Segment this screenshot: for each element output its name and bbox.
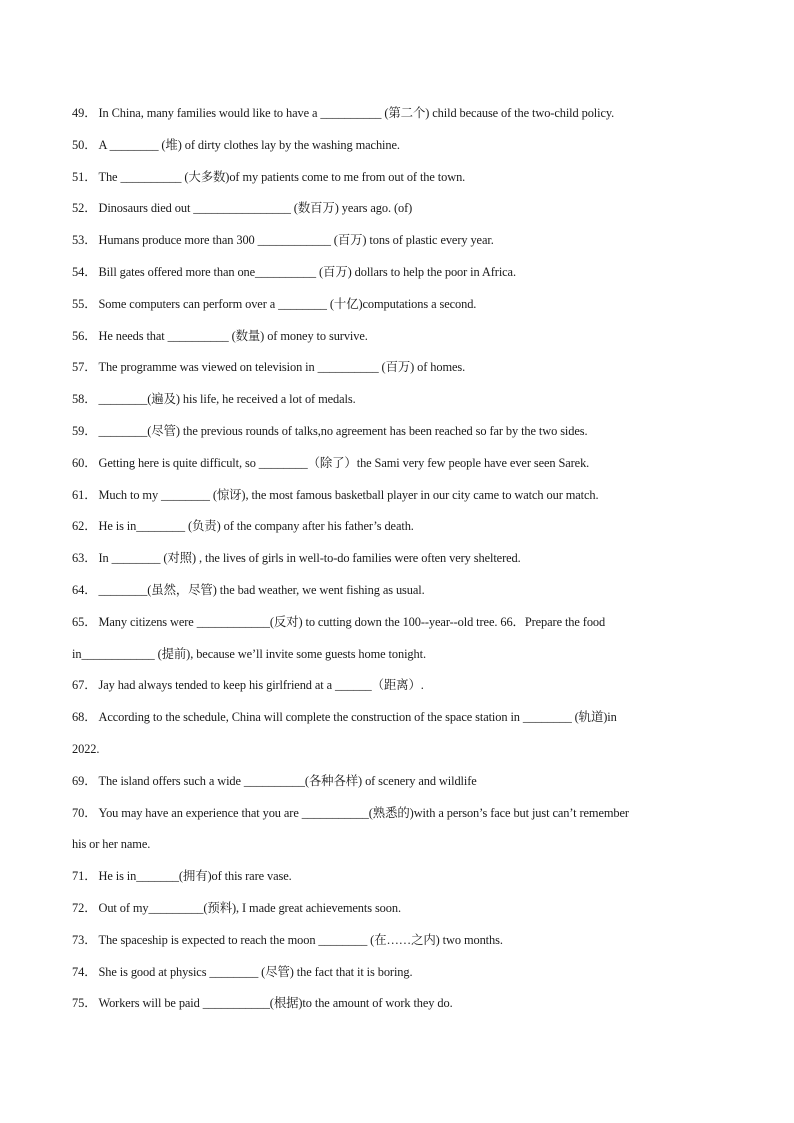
question-line [72,766,722,798]
question-list [72,98,722,1020]
question-text: ________(遍及) his life, he received a lot of medals. [98,392,356,407]
question-text: The island offers such a wide __________(各种各样) of scenery and wildlife [98,773,477,788]
question-line [72,829,722,861]
question-line [72,861,722,893]
question-text: Some computers can perform over a ________ (十亿)computations a second. [98,296,477,311]
question-text: his or her name. [72,837,151,852]
question-line [72,352,722,384]
question-text: You may have an experience that you are ___________(熟悉的)with a person’s face but just can’t remember [98,805,629,820]
question-number: 69． [72,773,97,788]
question-number: 71． [72,869,97,884]
question-number: 51． [72,169,97,184]
question-text: Getting here is quite difficult, so ________（除了）the Sami very few people have ever seen Sarek. [98,455,590,470]
question-text: In China, many families would like to have a __________ (第二个) child because of the two-child policy. [98,106,615,120]
question-line [72,575,722,607]
question-line [72,289,722,321]
question-line [72,607,722,639]
question-number: 61． [72,487,97,502]
question-text: He needs that __________ (数量) of money to survive. [98,328,368,343]
question-line [72,257,722,289]
question-line [72,639,722,671]
question-text: According to the schedule, China will complete the construction of the space station in ________ (轨道)in [98,710,617,725]
question-line [72,416,722,448]
question-number: 72． [72,900,97,915]
question-line [72,798,722,830]
question-number: 53． [72,233,97,248]
question-text: She is good at physics ________ (尽管) the fact that it is boring. [98,964,413,979]
question-line [72,988,722,1020]
question-number: 73． [72,932,97,947]
question-number: 74． [72,964,97,979]
question-number: 70． [72,805,97,820]
question-text: Much to my ________ (惊讶), the most famous basketball player in our city came to watch our match. [98,487,599,502]
question-line [72,193,722,225]
question-text: Dinosaurs died out ________________ (数百万) years ago. (of) [98,201,413,216]
question-number: 68． [72,710,97,725]
question-text: in____________ (提前), because we’ll invite some guests home tonight. [72,646,426,661]
question-number: 49． [72,106,97,120]
question-number: 64． [72,582,97,597]
question-text: Workers will be paid ___________(根据)to the amount of work they do. [98,996,453,1011]
question-number: 75． [72,996,97,1011]
question-number: 67． [72,678,97,693]
question-line [72,925,722,957]
question-text: Humans produce more than 300 ____________ (百万) tons of plastic every year. [98,233,494,248]
question-text: A ________ (堆) of dirty clothes lay by the washing machine. [98,137,400,152]
question-line [72,511,722,543]
question-text: He is in_______(拥有)of this rare vase. [98,869,292,884]
question-number: 52． [72,201,97,216]
question-text: Bill gates offered more than one__________ (百万) dollars to help the poor in Africa. [98,264,516,279]
question-number: 62． [72,519,97,534]
question-text: Out of my_________(预料), I made great achievements soon. [98,900,401,915]
question-line [72,162,722,194]
question-number: 55． [72,296,97,311]
question-text: He is in________ (负责) of the company after his father’s death. [98,519,414,534]
question-text: ________(虽然，尽管) the bad weather, we went fishing as usual. [98,582,425,597]
question-number: 57． [72,360,97,375]
question-number: 54． [72,264,97,279]
question-number: 58． [72,392,97,407]
question-line [72,670,722,702]
question-line [72,130,722,162]
question-line [72,543,722,575]
question-line [72,957,722,989]
question-text: Jay had always tended to keep his girlfriend at a ______（距离）. [98,678,424,693]
question-text: 2022. [72,741,100,756]
question-line [72,384,722,416]
question-line [72,321,722,353]
question-text: ________(尽管) the previous rounds of talks,no agreement has been reached so far by the two sides. [98,423,588,438]
question-line [72,734,722,766]
question-line [72,225,722,257]
question-line [72,480,722,512]
question-number: 59． [72,423,97,438]
question-line [72,98,722,130]
question-number: 50． [72,137,97,152]
question-number: 56． [72,328,97,343]
question-text: The programme was viewed on television in __________ (百万) of homes. [98,360,466,375]
question-number: 63． [72,551,97,566]
question-text: The spaceship is expected to reach the moon ________ (在……之内) two months. [98,932,503,947]
question-number: 65． [72,614,97,629]
question-number: 60． [72,455,97,470]
question-text: The __________ (大多数)of my patients come to me from out of the town. [98,169,466,184]
question-text: In ________ (对照) , the lives of girls in well-to-do families were often very sheltered. [98,551,521,566]
question-line [72,702,722,734]
question-line [72,893,722,925]
question-text: Many citizens were ____________(反对) to cutting down the 100--year--old tree. 66．Prepare the food [98,614,606,629]
question-line [72,448,722,480]
